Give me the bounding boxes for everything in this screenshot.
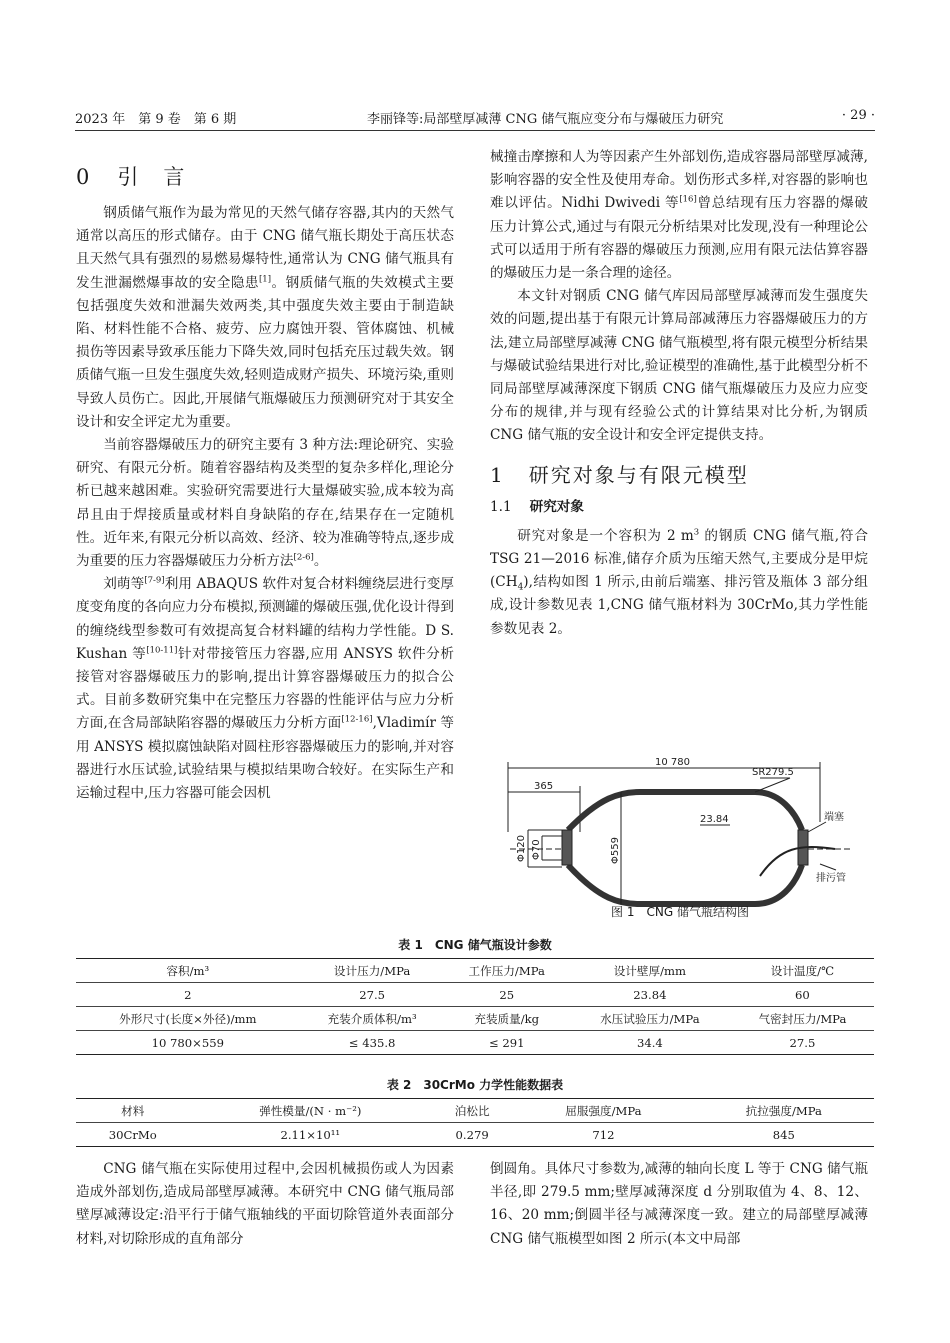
label-end-plug: 端塞 bbox=[824, 812, 844, 823]
dim-d559: Φ559 bbox=[610, 837, 621, 864]
intro-paragraph-1: 钢质储气瓶作为最为常见的天然气储存容器,其内的天然气通常以高压的形式储存。由于 CNG 储气瓶长期处于高压状态且天然气具有强烈的易燃易爆特性,通常认为 CNG 储气瓶具有发生泄漏燃爆事故的安全隐患[1]。钢质储气瓶的失效模式主要包括强度失效和泄漏失效两类,其中强度失效主要由于制造缺陷、材料性能不合格、疲劳、应力腐蚀开裂、管体腐蚀、机械损伤等因素导致承压能力下降失效,同时包括充压过载失效。钢质储气瓶一旦发生强度失效,轻则造成财产损失、环境污染,重则导致人员伤亡。因此,开展储气瓶爆破压力预测研究对于其安全设计和安全评定尤为重要。 bbox=[76, 205, 455, 430]
left-column bbox=[76, 160, 454, 805]
table-row: 材料 弹性模量/(N · m⁻²) 泊松比 屈服强度/MPa 抗拉强度/MPa bbox=[76, 1099, 874, 1123]
table-2-mechanical-props bbox=[76, 1098, 874, 1147]
intro-paragraph-3: 刘萌等[7-9]利用 ABAQUS 软件对复合材料缠绕层进行变厚度变角度的各向应力分布模拟,预测罐的爆破压强,优化设计得到的缠绕线型参数可有效提高复合材料罐的结构力学性能。D S. Kushan 等[10-11]针对带接管压力容器,应用 ANSYS 软件分析接管对容器爆破压力的影响,提出计算容器爆破压力的拟合公式。目前多数研究集中在完整压力容器的性能评估与应力分析方面,在含局部缺陷容器的爆破压力分析方面[12-16],Vladimír 等用 ANSYS 模拟腐蚀缺陷对圆柱形容器爆破压力的影响,并对容器进行水压试验,试验结果与模拟结果吻合较好。在实际生产和运输过程中,压力容器可能会因机 bbox=[76, 575, 454, 802]
table-row: 30CrMo 2.11×10¹¹ 0.279 712 845 bbox=[108, 1127, 795, 1142]
dim-d70: Φ70 bbox=[531, 839, 542, 860]
table-1-design-params bbox=[76, 958, 874, 1055]
label-drain-pipe: 排污管 bbox=[816, 873, 846, 884]
table-row: 容积/m³ 设计压力/MPa 工作压力/MPa 设计壁厚/mm 设计温度/℃ bbox=[76, 959, 874, 983]
table-row: 外形尺寸(长度×外径)/mm 充装介质体积/m³ 充装质量/kg 水压试验压力/MPa 气密封压力/MPa bbox=[76, 1007, 874, 1031]
section-1-paragraph: 研究对象是一个容积为 2 $m^3$ 的钢质 CNG 储气瓶,符合 TSG 21—2016 标准,储存介质为压缩天然气,主要成分是甲烷$(CH_4)$,结构如图 1 所示,由前后端塞、排污管及瓶体 3 部分组成,设计参数见表 1,CNG 储气瓶材料为 30CrMo,其力学性能参数见表 2。 bbox=[490, 527, 868, 637]
dim-total-length: 10 780 bbox=[655, 757, 690, 768]
running-title: 李丽锋等:局部壁厚减薄 CNG 储气瓶应变分布与爆破压力研究 bbox=[367, 112, 724, 127]
right-column bbox=[490, 146, 868, 641]
table-2-caption: 表 2 30CrMo 力学性能数据表 bbox=[386, 1078, 564, 1092]
dim-sr: SR279.5 bbox=[752, 767, 794, 778]
section-1-heading: 1 研究对象与有限元模型 bbox=[490, 462, 749, 487]
page-number: · 29 · bbox=[841, 108, 875, 123]
dim-wall-thickness: 23.84 bbox=[700, 814, 729, 825]
section-0-heading: 0 引 言 bbox=[76, 165, 187, 189]
intro-paragraph-2: 当前容器爆破压力的研究主要有 3 种方法:理论研究、实验研究、有限元分析。随着容器结构及类型的复杂多样化,理论分析已越来越困难。实验研究需要进行大量爆破实验,成本较为高昂且由于焊接质量或材料自身缺陷的存在,结果存在一定随机性。近年来,有限元分析以高效、经济、较为准确等特点,逐步成为重要的压力容器爆破压力分析方法[2-6]。 bbox=[76, 437, 454, 570]
dim-365: 365 bbox=[534, 781, 554, 792]
subsection-1-1-heading: 1.1 研究对象 bbox=[490, 498, 584, 515]
journal-issue: 2023 年 第 9 卷 第 6 期 bbox=[75, 112, 237, 127]
running-header bbox=[75, 104, 875, 131]
cng-cylinder-diagram bbox=[490, 752, 870, 922]
intro-paragraph-4: 本文针对钢质 CNG 储气库因局部壁厚减薄而发生强度失效的问题,提出基于有限元计算局部减薄压力容器爆破压力的方法,建立局部壁厚减薄 CNG 储气瓶模型,将有限元模型分析结果与爆破试验结果进行对比,验证模型的准确性,基于此模型分析不同局部壁厚减薄深度下钢质 CNG 储气瓶爆破压力及应力应变分布的规律,并与现有经验公式的计算结果对比分析,为钢质 CNG 储气瓶的安全设计和安全评定提供支持。 bbox=[490, 288, 868, 444]
intro-paragraph-3-cont: 械撞击摩擦和人为等因素产生外部划伤,造成容器局部壁厚减薄,影响容器的安全性及使用寿命。划伤形式多样,对容器的影响也难以评估。Nidhi Dwivedi 等[16]曾总结现有压力容器的爆破压力计算公式,通过与有限元分析结果对比发现,没有一种理论公式可以适用于所有容器的爆破压力预测,应用有限元法估算容器的爆破压力是一条合理的途径。 bbox=[490, 149, 868, 282]
bottom-left-text: CNG 储气瓶在实际使用过程中,会因机械损伤或人为因素造成外部划伤,造成局部壁厚减薄。本研究中 CNG 储气瓶局部壁厚减薄设定:沿平行于储气瓶轴线的平面切除管道外表面部分材料,对切除形成的直角部分 bbox=[76, 1161, 454, 1247]
table-1-caption: 表 1 CNG 储气瓶设计参数 bbox=[398, 938, 552, 952]
table-row: 2 27.5 25 23.84 60 bbox=[76, 983, 874, 1007]
figure-1-caption: 图 1 CNG 储气瓶结构图 bbox=[611, 905, 749, 919]
bottom-right-text: 倒圆角。具体尺寸参数为,减薄的轴向长度 L 等于 CNG 储气瓶半径,即 279.5 mm;壁厚减薄深度 d 分别取值为 4、8、12、16、20 mm;倒圆半径与减薄深度一致。建立的局部壁厚减薄 CNG 储气瓶模型如图 2 所示(本文中局部 bbox=[490, 1161, 868, 1247]
dim-d120: Φ120 bbox=[516, 835, 527, 862]
table-row: 10 780×559 ≤ 435.8 ≤ 291 34.4 27.5 bbox=[151, 1035, 816, 1050]
